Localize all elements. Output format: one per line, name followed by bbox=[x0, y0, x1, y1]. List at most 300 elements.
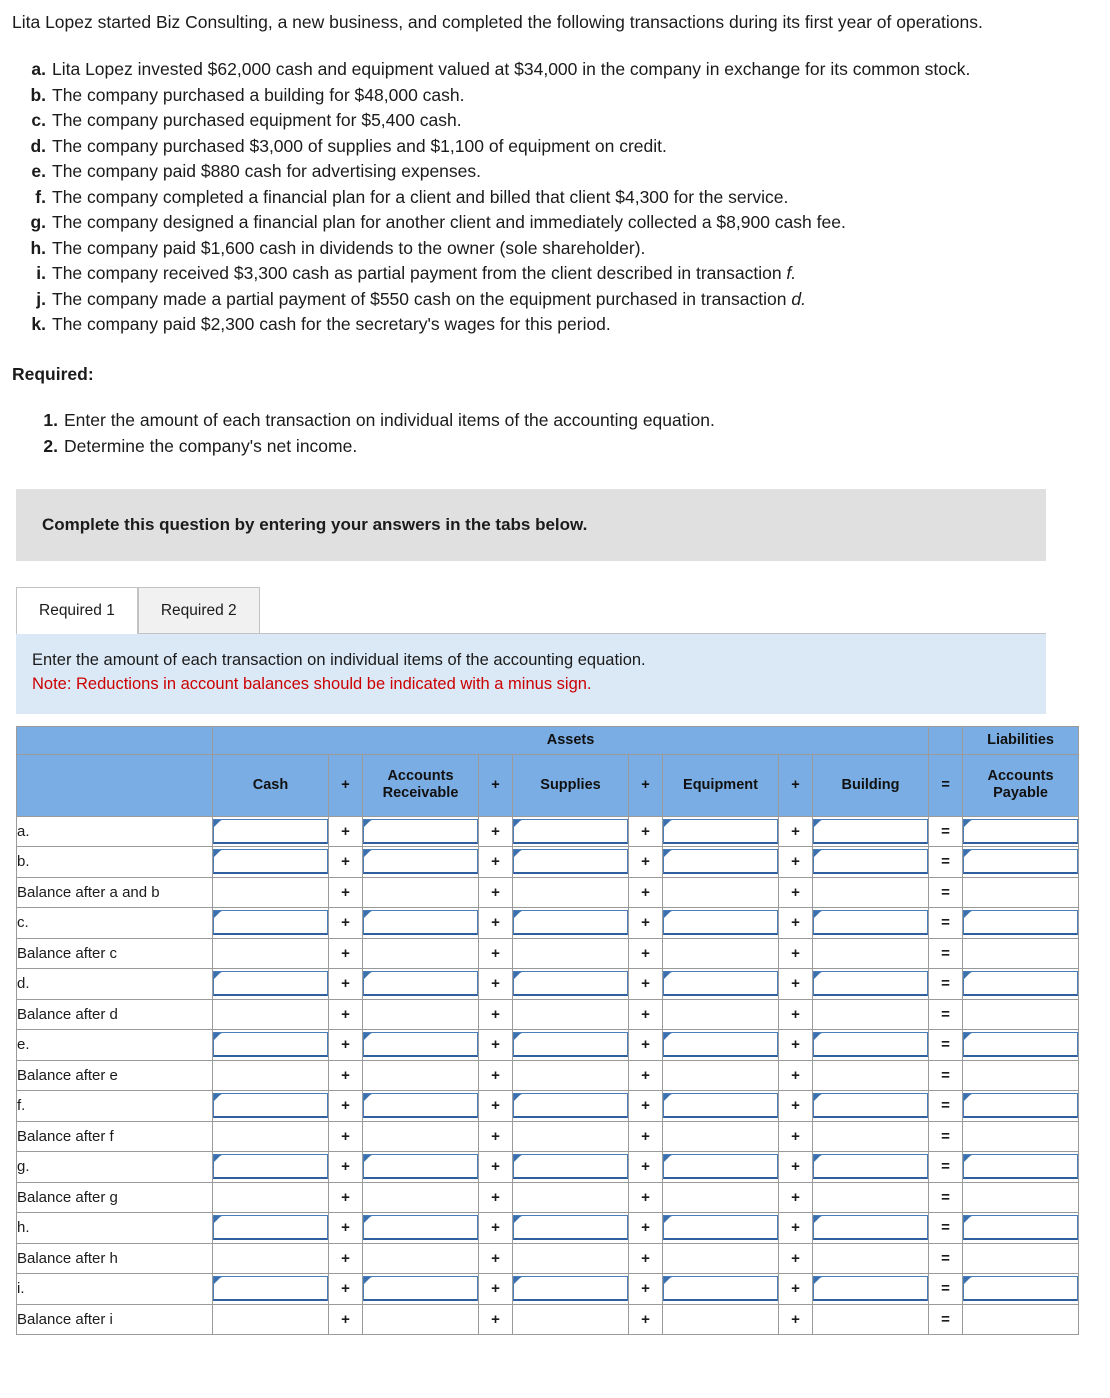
group-header-assets: Assets bbox=[213, 726, 929, 754]
input-flag-icon bbox=[964, 972, 971, 979]
amount-input[interactable] bbox=[963, 1032, 1078, 1057]
transaction-list bbox=[12, 57, 1086, 338]
required-heading: Required: bbox=[12, 363, 94, 384]
tab-bar bbox=[16, 587, 1110, 633]
amount-input[interactable] bbox=[963, 910, 1078, 935]
operator-cell: + bbox=[779, 1274, 813, 1305]
col-header-supplies: Supplies bbox=[513, 754, 629, 816]
amount-input[interactable] bbox=[813, 1215, 928, 1240]
amount-input[interactable] bbox=[213, 1154, 328, 1179]
input-flag-icon bbox=[214, 1155, 221, 1162]
amount-input-cell[interactable] bbox=[663, 908, 779, 939]
required-list bbox=[0, 407, 1110, 459]
transaction-item bbox=[12, 134, 1086, 160]
amount-input[interactable] bbox=[363, 849, 478, 874]
operator-cell: + bbox=[629, 1182, 663, 1213]
amount-input-cell[interactable] bbox=[663, 1152, 779, 1183]
amount-input-cell[interactable] bbox=[513, 1152, 629, 1183]
amount-input-cell[interactable] bbox=[513, 908, 629, 939]
balance-cell bbox=[813, 938, 929, 969]
col-header-cash: Cash bbox=[213, 754, 329, 816]
amount-input-cell[interactable] bbox=[963, 1274, 1079, 1305]
amount-input-cell[interactable] bbox=[213, 816, 329, 847]
amount-input-cell[interactable] bbox=[213, 1152, 329, 1183]
amount-input[interactable] bbox=[513, 1154, 628, 1179]
transaction-text: The company purchased a building for $48,000 cash. bbox=[52, 84, 465, 105]
col-header-accounts-payable: Accounts Payable bbox=[963, 754, 1079, 816]
amount-input[interactable] bbox=[963, 1093, 1078, 1118]
amount-input[interactable] bbox=[963, 971, 1078, 996]
input-flag-icon bbox=[214, 1277, 221, 1284]
operator-cell: + bbox=[329, 1304, 363, 1335]
operator-cell: = bbox=[929, 1182, 963, 1213]
operator-cell: + bbox=[779, 969, 813, 1000]
operator-cell: + bbox=[629, 938, 663, 969]
operator-cell: + bbox=[479, 908, 513, 939]
amount-input-cell[interactable] bbox=[963, 1213, 1079, 1244]
balance-cell bbox=[363, 999, 479, 1030]
balance-cell bbox=[813, 877, 929, 908]
transaction-letter: b. bbox=[30, 84, 46, 105]
row-label: Balance after a and b bbox=[17, 877, 213, 908]
operator-cell: + bbox=[479, 1182, 513, 1213]
operator-cell: + bbox=[779, 847, 813, 878]
balance-cell bbox=[213, 1060, 329, 1091]
balance-value bbox=[813, 1063, 928, 1088]
balance-cell bbox=[513, 877, 629, 908]
operator-cell: + bbox=[329, 1121, 363, 1152]
transaction-text: The company completed a financial plan for a client and billed that client $4,300 for the service. bbox=[52, 186, 789, 207]
amount-input-cell[interactable] bbox=[513, 847, 629, 878]
amount-input-cell[interactable] bbox=[963, 969, 1079, 1000]
transaction-item bbox=[12, 108, 1086, 134]
amount-input-cell[interactable] bbox=[963, 908, 1079, 939]
input-flag-icon bbox=[664, 1277, 671, 1284]
input-flag-icon bbox=[664, 1155, 671, 1162]
transaction-text: The company paid $1,600 cash in dividends to the owner (sole shareholder). bbox=[52, 237, 646, 258]
amount-input[interactable] bbox=[663, 819, 778, 844]
operator-cell: + bbox=[479, 999, 513, 1030]
input-flag-icon bbox=[964, 850, 971, 857]
table-row bbox=[17, 1304, 1079, 1335]
balance-value bbox=[213, 1063, 328, 1088]
operator-cell: + bbox=[629, 847, 663, 878]
input-flag-icon bbox=[814, 911, 821, 918]
balance-cell bbox=[663, 1243, 779, 1274]
col-header-operator: + bbox=[479, 754, 513, 816]
balance-value bbox=[663, 1246, 778, 1271]
amount-input-cell[interactable] bbox=[813, 1030, 929, 1061]
row-label: Balance after d bbox=[17, 999, 213, 1030]
balance-cell bbox=[813, 1060, 929, 1091]
amount-input-cell[interactable] bbox=[813, 969, 929, 1000]
balance-value bbox=[813, 1002, 928, 1027]
amount-input-cell[interactable] bbox=[213, 969, 329, 1000]
transaction-text: The company purchased equipment for $5,400 cash. bbox=[52, 110, 462, 130]
balance-value bbox=[363, 1124, 478, 1149]
operator-cell: = bbox=[929, 1030, 963, 1061]
table-row bbox=[17, 1274, 1079, 1305]
balance-value bbox=[663, 1185, 778, 1210]
table-body bbox=[17, 816, 1079, 1335]
amount-input[interactable] bbox=[663, 1154, 778, 1179]
amount-input-cell[interactable] bbox=[813, 1091, 929, 1122]
input-flag-icon bbox=[664, 820, 671, 827]
amount-input-cell[interactable] bbox=[963, 1030, 1079, 1061]
amount-input[interactable] bbox=[513, 910, 628, 935]
amount-input-cell[interactable] bbox=[963, 1091, 1079, 1122]
input-flag-icon bbox=[514, 911, 521, 918]
amount-input-cell[interactable] bbox=[513, 1091, 629, 1122]
input-flag-icon bbox=[664, 1094, 671, 1101]
amount-input[interactable] bbox=[963, 1215, 1078, 1240]
operator-cell: + bbox=[629, 1213, 663, 1244]
amount-input[interactable] bbox=[813, 1093, 928, 1118]
amount-input-cell[interactable] bbox=[813, 1213, 929, 1244]
operator-cell: + bbox=[779, 1213, 813, 1244]
balance-value bbox=[813, 1124, 928, 1149]
input-flag-icon bbox=[814, 820, 821, 827]
operator-cell: = bbox=[929, 1152, 963, 1183]
amount-input[interactable] bbox=[213, 819, 328, 844]
balance-cell bbox=[363, 1243, 479, 1274]
input-flag-icon bbox=[964, 1216, 971, 1223]
input-flag-icon bbox=[364, 972, 371, 979]
amount-input[interactable] bbox=[813, 1154, 928, 1179]
operator-cell: + bbox=[479, 877, 513, 908]
amount-input[interactable] bbox=[813, 819, 928, 844]
input-flag-icon bbox=[664, 850, 671, 857]
operator-cell: + bbox=[629, 1030, 663, 1061]
row-label: Balance after g bbox=[17, 1182, 213, 1213]
amount-input-cell[interactable] bbox=[663, 1213, 779, 1244]
operator-cell: + bbox=[329, 1182, 363, 1213]
table-row bbox=[17, 1243, 1079, 1274]
amount-input[interactable] bbox=[813, 910, 928, 935]
balance-value bbox=[813, 941, 928, 966]
transaction-item bbox=[12, 83, 1086, 109]
operator-cell: + bbox=[479, 938, 513, 969]
input-flag-icon bbox=[364, 1155, 371, 1162]
operator-cell: + bbox=[779, 877, 813, 908]
transaction-text: The company designed a financial plan for another client and immediately collected a $8,900 cash fee. bbox=[52, 212, 846, 232]
amount-input[interactable] bbox=[363, 819, 478, 844]
balance-value bbox=[663, 941, 778, 966]
transaction-letter: c. bbox=[31, 110, 46, 130]
operator-cell: + bbox=[629, 1243, 663, 1274]
table-row bbox=[17, 877, 1079, 908]
amount-input[interactable] bbox=[513, 1093, 628, 1118]
operator-cell: + bbox=[479, 969, 513, 1000]
transaction-text: The company made a partial payment of $550 cash on the equipment purchased in transaction d. bbox=[52, 288, 806, 309]
amount-input-cell[interactable] bbox=[663, 1030, 779, 1061]
input-flag-icon bbox=[364, 850, 371, 857]
amount-input-cell[interactable] bbox=[963, 816, 1079, 847]
required-item bbox=[0, 433, 1110, 459]
col-header-rowlabel bbox=[17, 754, 213, 816]
balance-value bbox=[513, 880, 628, 905]
balance-value bbox=[963, 1185, 1078, 1210]
amount-input[interactable] bbox=[513, 819, 628, 844]
amount-input-cell[interactable] bbox=[213, 847, 329, 878]
amount-input[interactable] bbox=[363, 1276, 478, 1301]
operator-cell: + bbox=[329, 1030, 363, 1061]
transaction-item bbox=[12, 312, 1086, 338]
row-label: b. bbox=[17, 847, 213, 878]
input-flag-icon bbox=[364, 1033, 371, 1040]
operator-cell: + bbox=[479, 1274, 513, 1305]
input-flag-icon bbox=[664, 1033, 671, 1040]
input-flag-icon bbox=[964, 820, 971, 827]
amount-input[interactable] bbox=[213, 1215, 328, 1240]
amount-input-cell[interactable] bbox=[213, 908, 329, 939]
amount-input-cell[interactable] bbox=[213, 1213, 329, 1244]
balance-cell bbox=[963, 877, 1079, 908]
amount-input[interactable] bbox=[363, 1215, 478, 1240]
balance-value bbox=[963, 1124, 1078, 1149]
operator-cell: = bbox=[929, 1274, 963, 1305]
amount-input-cell[interactable] bbox=[363, 969, 479, 1000]
balance-cell bbox=[963, 938, 1079, 969]
input-flag-icon bbox=[814, 972, 821, 979]
amount-input[interactable] bbox=[513, 1032, 628, 1057]
row-label: Balance after i bbox=[17, 1304, 213, 1335]
operator-cell: + bbox=[329, 1152, 363, 1183]
amount-input-cell[interactable] bbox=[663, 1274, 779, 1305]
table-row bbox=[17, 1152, 1079, 1183]
balance-cell bbox=[813, 1304, 929, 1335]
amount-input[interactable] bbox=[213, 910, 328, 935]
amount-input[interactable] bbox=[213, 1093, 328, 1118]
balance-value bbox=[963, 1063, 1078, 1088]
balance-value bbox=[363, 1307, 478, 1332]
balance-value bbox=[363, 880, 478, 905]
amount-input-cell[interactable] bbox=[513, 816, 629, 847]
balance-cell bbox=[663, 1182, 779, 1213]
transaction-letter: i. bbox=[36, 263, 46, 283]
amount-input[interactable] bbox=[813, 1276, 928, 1301]
balance-cell bbox=[213, 1121, 329, 1152]
amount-input-cell[interactable] bbox=[813, 1152, 929, 1183]
balance-cell bbox=[663, 938, 779, 969]
operator-cell: + bbox=[479, 1060, 513, 1091]
operator-cell: + bbox=[629, 1304, 663, 1335]
required-text: Enter the amount of each transaction on individual items of the accounting equation. bbox=[64, 409, 715, 430]
amount-input-cell[interactable] bbox=[663, 1091, 779, 1122]
amount-input-cell[interactable] bbox=[663, 847, 779, 878]
amount-input-cell[interactable] bbox=[363, 1274, 479, 1305]
balance-value bbox=[363, 941, 478, 966]
transaction-text: The company received $3,300 cash as partial payment from the client described in transaction f. bbox=[52, 263, 797, 283]
operator-cell: + bbox=[479, 1304, 513, 1335]
amount-input-cell[interactable] bbox=[813, 847, 929, 878]
balance-value bbox=[513, 1063, 628, 1088]
amount-input[interactable] bbox=[963, 819, 1078, 844]
amount-input[interactable] bbox=[363, 1154, 478, 1179]
row-label: g. bbox=[17, 1152, 213, 1183]
operator-cell: = bbox=[929, 816, 963, 847]
amount-input-cell[interactable] bbox=[363, 847, 479, 878]
amount-input-cell[interactable] bbox=[963, 1152, 1079, 1183]
amount-input[interactable] bbox=[513, 1276, 628, 1301]
transaction-letter: j. bbox=[36, 288, 46, 309]
group-header-row bbox=[17, 726, 1079, 754]
balance-value bbox=[213, 1002, 328, 1027]
balance-cell bbox=[663, 877, 779, 908]
input-flag-icon bbox=[814, 1155, 821, 1162]
amount-input-cell[interactable] bbox=[513, 1213, 629, 1244]
amount-input[interactable] bbox=[363, 910, 478, 935]
amount-input-cell[interactable] bbox=[663, 816, 779, 847]
operator-cell: + bbox=[779, 1243, 813, 1274]
operator-cell: = bbox=[929, 847, 963, 878]
amount-input[interactable] bbox=[663, 1276, 778, 1301]
amount-input[interactable] bbox=[663, 1032, 778, 1057]
amount-input-cell[interactable] bbox=[213, 1091, 329, 1122]
balance-value bbox=[813, 1185, 928, 1210]
balance-cell bbox=[213, 877, 329, 908]
input-flag-icon bbox=[814, 1277, 821, 1284]
input-flag-icon bbox=[664, 972, 671, 979]
amount-input-cell[interactable] bbox=[213, 1274, 329, 1305]
balance-cell bbox=[363, 1304, 479, 1335]
table-row bbox=[17, 1121, 1079, 1152]
amount-input-cell[interactable] bbox=[363, 816, 479, 847]
tab-required-1[interactable]: Required 1 bbox=[16, 587, 138, 633]
balance-cell bbox=[813, 1182, 929, 1213]
transaction-item bbox=[12, 236, 1086, 262]
transaction-letter: f. bbox=[35, 186, 46, 207]
group-header-equals-spacer bbox=[929, 726, 963, 754]
amount-input[interactable] bbox=[513, 971, 628, 996]
input-flag-icon bbox=[514, 1155, 521, 1162]
amount-input-cell[interactable] bbox=[963, 847, 1079, 878]
balance-cell bbox=[363, 1182, 479, 1213]
balance-value bbox=[963, 1307, 1078, 1332]
operator-cell: + bbox=[779, 1030, 813, 1061]
operator-cell: + bbox=[779, 938, 813, 969]
amount-input[interactable] bbox=[663, 1093, 778, 1118]
amount-input[interactable] bbox=[213, 1032, 328, 1057]
transaction-item bbox=[12, 57, 1086, 83]
input-flag-icon bbox=[364, 1277, 371, 1284]
amount-input[interactable] bbox=[363, 1093, 478, 1118]
input-flag-icon bbox=[214, 1094, 221, 1101]
balance-cell bbox=[513, 938, 629, 969]
operator-cell: + bbox=[479, 1121, 513, 1152]
amount-input[interactable] bbox=[813, 1032, 928, 1057]
balance-value bbox=[213, 1185, 328, 1210]
operator-cell: + bbox=[779, 1060, 813, 1091]
amount-input[interactable] bbox=[663, 849, 778, 874]
input-flag-icon bbox=[214, 1216, 221, 1223]
input-flag-icon bbox=[664, 1216, 671, 1223]
operator-cell: + bbox=[329, 1274, 363, 1305]
row-label: i. bbox=[17, 1274, 213, 1305]
operator-cell: + bbox=[629, 1091, 663, 1122]
balance-cell bbox=[213, 1243, 329, 1274]
input-flag-icon bbox=[964, 1094, 971, 1101]
input-flag-icon bbox=[664, 911, 671, 918]
input-flag-icon bbox=[214, 972, 221, 979]
transaction-letter: g. bbox=[30, 212, 46, 232]
amount-input[interactable] bbox=[663, 1215, 778, 1240]
operator-cell: + bbox=[329, 877, 363, 908]
amount-input-cell[interactable] bbox=[813, 1274, 929, 1305]
transaction-text: Lita Lopez invested $62,000 cash and equipment valued at $34,000 in the company in exchange for its common stock. bbox=[52, 59, 971, 79]
balance-cell bbox=[963, 1304, 1079, 1335]
balance-cell bbox=[963, 1121, 1079, 1152]
instruction-panel bbox=[16, 633, 1046, 714]
balance-value bbox=[963, 1246, 1078, 1271]
amount-input[interactable] bbox=[813, 971, 928, 996]
amount-input[interactable] bbox=[813, 849, 928, 874]
balance-value bbox=[213, 1246, 328, 1271]
operator-cell: + bbox=[479, 1030, 513, 1061]
operator-cell: = bbox=[929, 1243, 963, 1274]
balance-cell bbox=[213, 938, 329, 969]
input-flag-icon bbox=[214, 911, 221, 918]
amount-input-cell[interactable] bbox=[813, 908, 929, 939]
balance-cell bbox=[663, 1304, 779, 1335]
operator-cell: + bbox=[479, 1243, 513, 1274]
amount-input-cell[interactable] bbox=[813, 816, 929, 847]
amount-input[interactable] bbox=[213, 1276, 328, 1301]
amount-input-cell[interactable] bbox=[363, 1030, 479, 1061]
amount-input[interactable] bbox=[363, 1032, 478, 1057]
amount-input[interactable] bbox=[963, 1154, 1078, 1179]
amount-input[interactable] bbox=[963, 1276, 1078, 1301]
balance-value bbox=[513, 1185, 628, 1210]
operator-cell: + bbox=[329, 816, 363, 847]
balance-cell bbox=[213, 1304, 329, 1335]
operator-cell: = bbox=[929, 908, 963, 939]
amount-input-cell[interactable] bbox=[363, 1213, 479, 1244]
tab-required-2[interactable]: Required 2 bbox=[138, 587, 260, 633]
operator-cell: = bbox=[929, 938, 963, 969]
operator-cell: + bbox=[329, 908, 363, 939]
amount-input[interactable] bbox=[363, 971, 478, 996]
amount-input[interactable] bbox=[513, 849, 628, 874]
amount-input-cell[interactable] bbox=[213, 1030, 329, 1061]
amount-input-cell[interactable] bbox=[513, 969, 629, 1000]
amount-input-cell[interactable] bbox=[363, 1091, 479, 1122]
row-label: Balance after f bbox=[17, 1121, 213, 1152]
amount-input-cell[interactable] bbox=[363, 1152, 479, 1183]
input-flag-icon bbox=[514, 1277, 521, 1284]
operator-cell: + bbox=[629, 1274, 663, 1305]
required-number: 1. bbox=[43, 409, 58, 430]
operator-cell: + bbox=[779, 1152, 813, 1183]
balance-cell bbox=[663, 1060, 779, 1091]
input-flag-icon bbox=[364, 1094, 371, 1101]
amount-input[interactable] bbox=[663, 971, 778, 996]
amount-input[interactable] bbox=[963, 849, 1078, 874]
required-text: Determine the company's net income. bbox=[64, 435, 358, 456]
amount-input-cell[interactable] bbox=[663, 969, 779, 1000]
amount-input-cell[interactable] bbox=[363, 908, 479, 939]
col-header-operator: + bbox=[779, 754, 813, 816]
amount-input-cell[interactable] bbox=[513, 1030, 629, 1061]
amount-input[interactable] bbox=[513, 1215, 628, 1240]
input-flag-icon bbox=[514, 1094, 521, 1101]
amount-input-cell[interactable] bbox=[513, 1274, 629, 1305]
amount-input[interactable] bbox=[213, 971, 328, 996]
amount-input[interactable] bbox=[663, 910, 778, 935]
amount-input[interactable] bbox=[213, 849, 328, 874]
operator-cell: + bbox=[629, 969, 663, 1000]
operator-cell: = bbox=[929, 1304, 963, 1335]
